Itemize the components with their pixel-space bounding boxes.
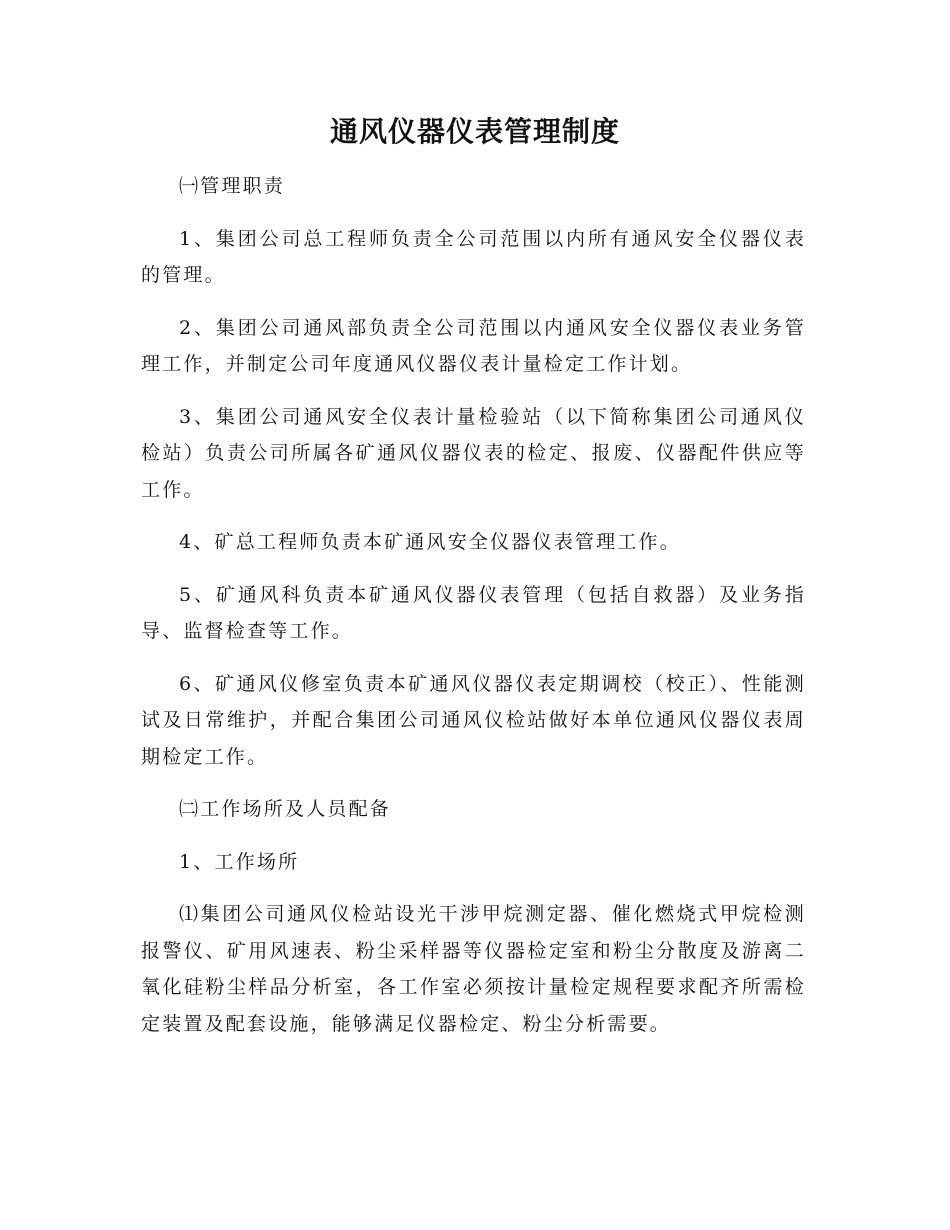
- document-body: [141, 168, 806, 1058]
- paragraph-item-3: 3、集团公司通风安全仪表计量检验站（以下简称集团公司通风仪检站）负责公司所属各矿通风仪器仪表的检定、报废、仪器配件供应等工作。: [141, 405, 806, 501]
- paragraph-subitem-1: ⑴集团公司通风仪检站设光干涉甲烷测定器、催化燃烧式甲烷检测报警仪、矿用风速表、粉尘采样器等仪器检定室和粉尘分散度及游离二氧化硅粉尘样品分析室，各工作室必须按计量检定规程要求配齐所需检定装置及配套设施，能够满足仪器检定、粉尘分析需要。: [141, 903, 806, 1035]
- section-heading-management-duties: ㈠管理职责: [179, 175, 286, 197]
- subsection-heading-workplace: 1、工作场所: [179, 850, 300, 873]
- paragraph-item-4: 4、矿总工程师负责本矿通风安全仪器仪表管理工作。: [179, 531, 681, 553]
- paragraph-item-6: 6、矿通风仪修室负责本矿通风仪器仪表定期调校（校正）、性能测试及日常维护，并配合集团公司通风仪检站做好本单位通风仪器仪表周期检定工作。: [141, 672, 806, 768]
- document-title: 通风仪器仪表管理制度: [329, 115, 620, 148]
- paragraph-item-2: 2、集团公司通风部负责全公司范围以内通风安全仪器仪表业务管理工作，并制定公司年度通风仪器仪表计量检定工作计划。: [141, 316, 806, 375]
- section-heading-workplace-staffing: ㈡工作场所及人员配备: [179, 798, 392, 820]
- paragraph-item-5: 5、矿通风科负责本矿通风仪器仪表管理（包括自救器）及业务指导、监督检查等工作。: [141, 583, 806, 642]
- paragraph-item-1: 1、集团公司总工程师负责全公司范围以内所有通风安全仪器仪表的管理。: [141, 227, 806, 286]
